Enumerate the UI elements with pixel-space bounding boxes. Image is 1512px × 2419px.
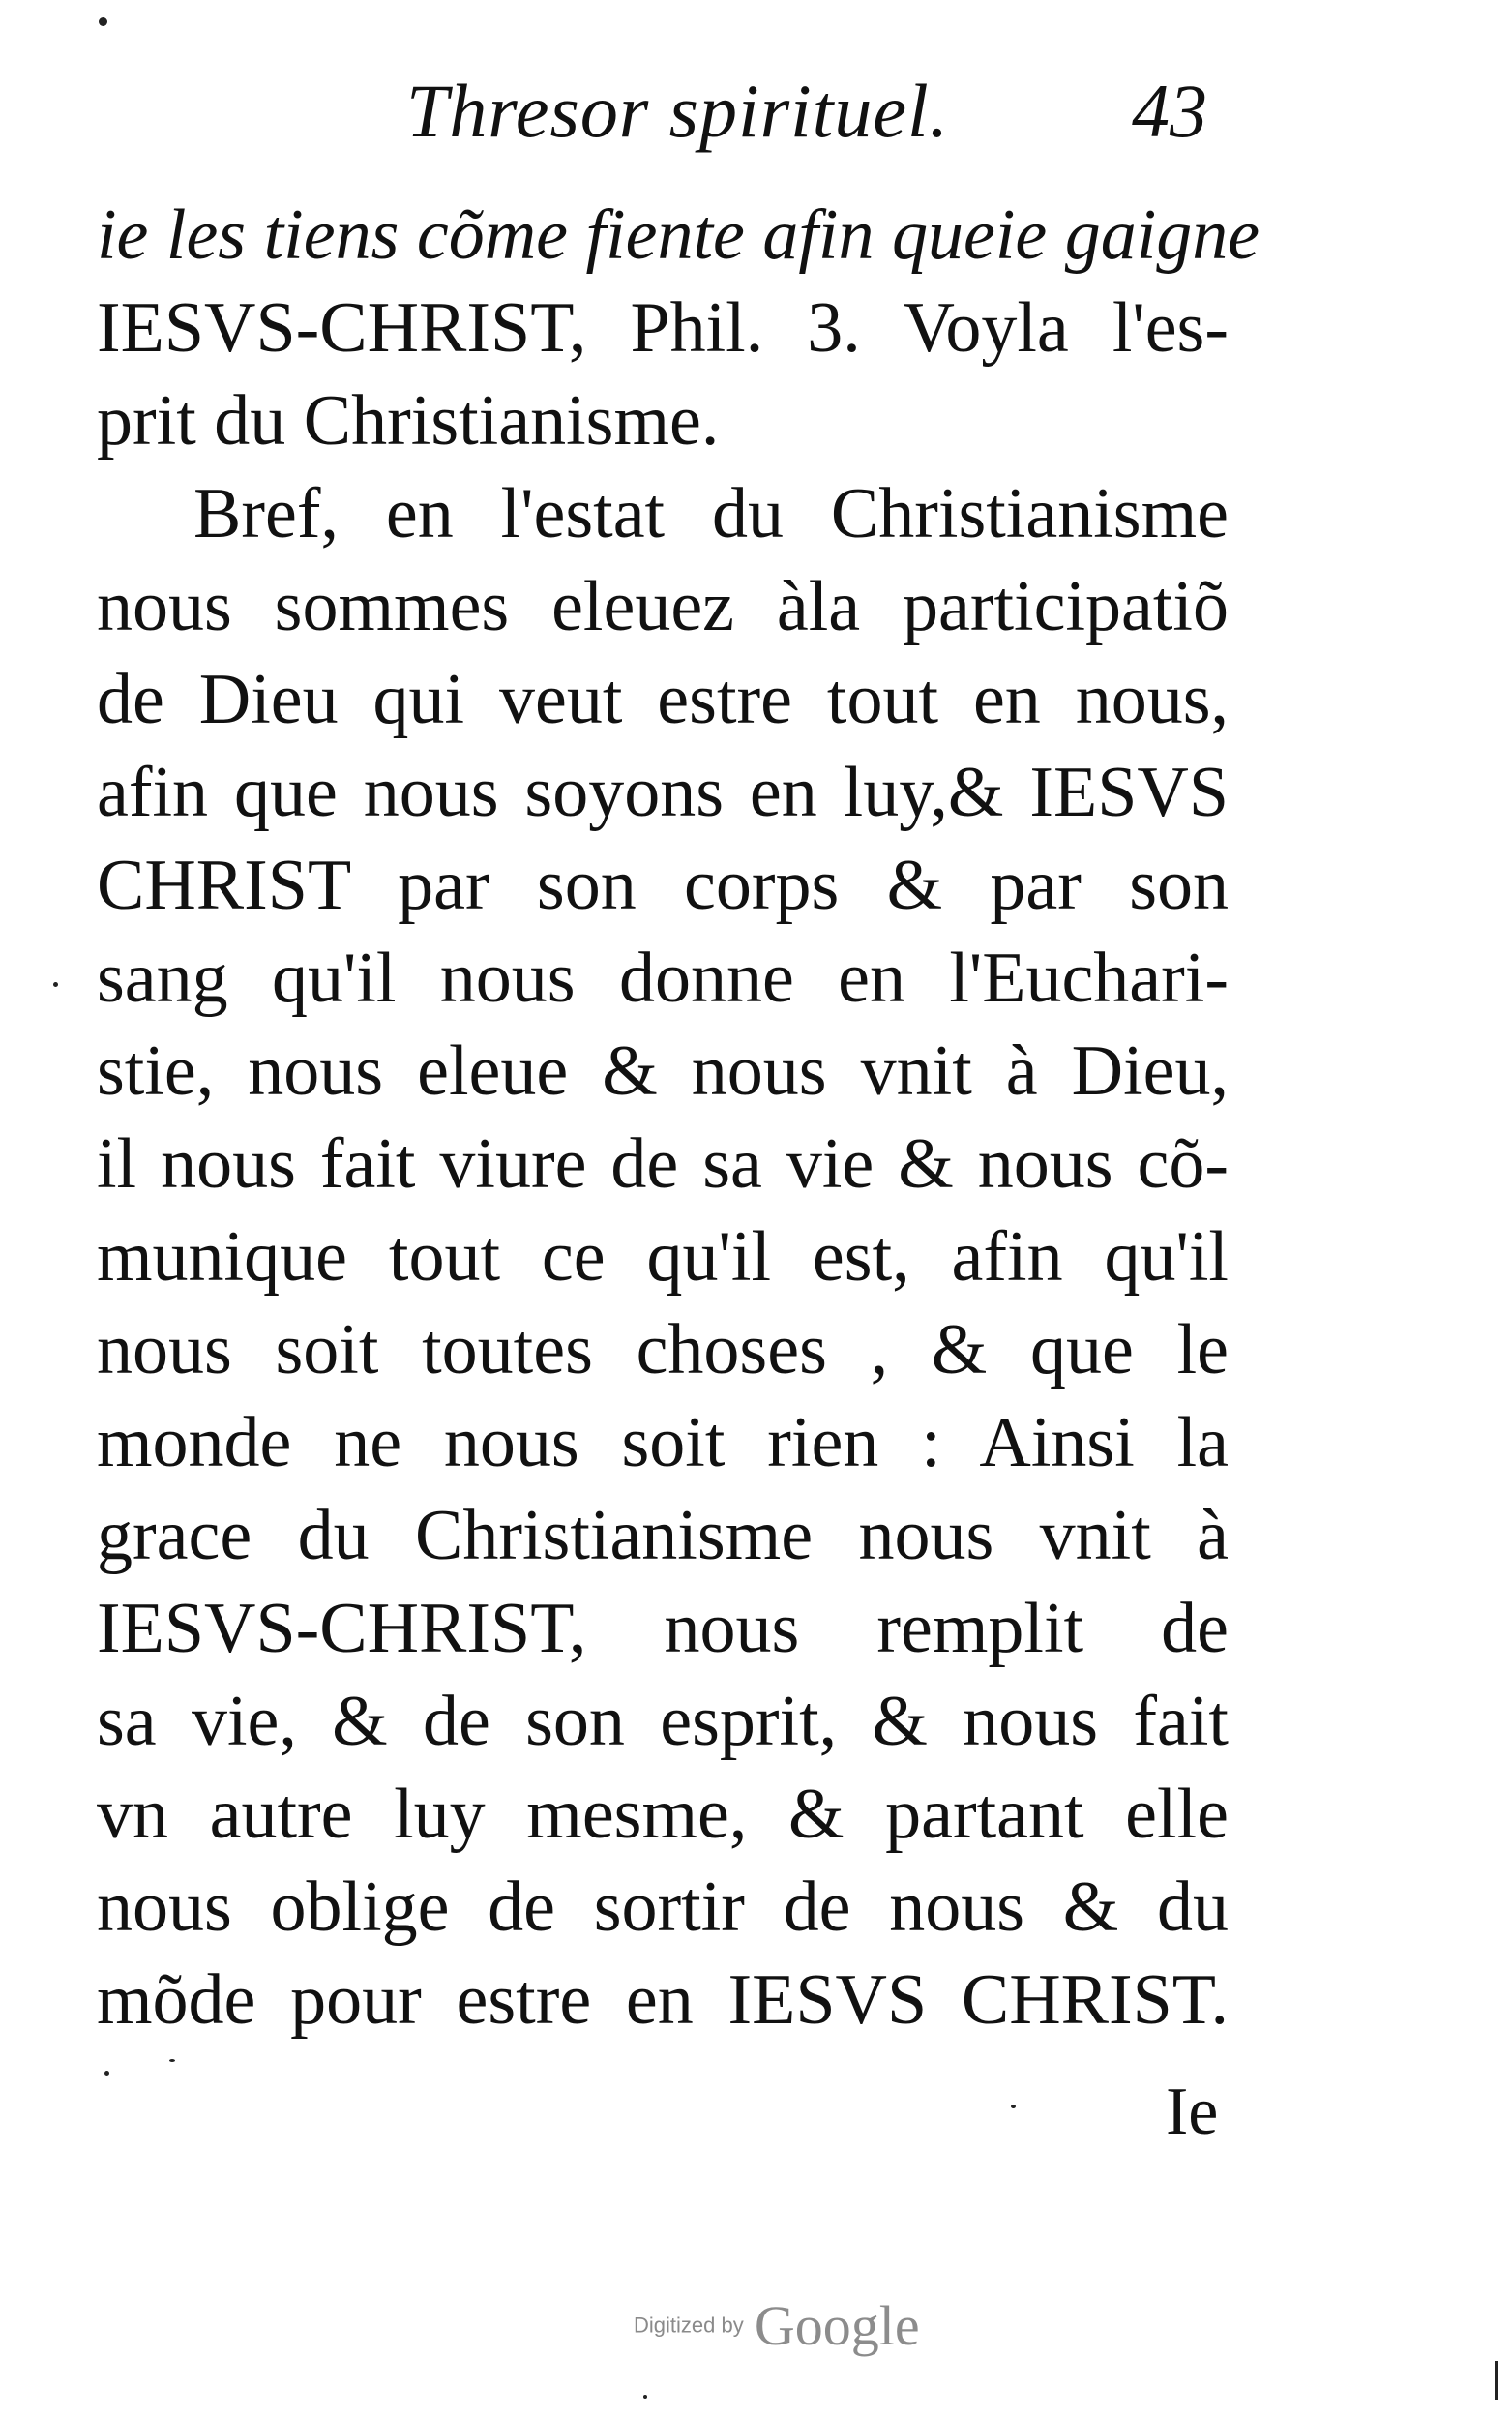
ink-speck [1495, 2361, 1498, 2400]
catchword: Ie [1166, 2075, 1219, 2149]
text-line: munique tout ce qu'il est, afin qu'il [97, 1217, 1229, 1297]
text-line: sang qu'il nous donne en l'Euchari- [97, 939, 1229, 1018]
text-line: Bref, en l'estat du Christianisme [193, 474, 1229, 553]
text-line: IESVS-CHRIST, nous remplit de [97, 1589, 1229, 1668]
text-line: sa vie, & de son esprit, & nous fait [97, 1682, 1229, 1761]
text-line: afin que nous soyons en luy,& IESVS [97, 753, 1229, 832]
text-line: CHRIST par son corps & par son [97, 846, 1229, 925]
digitized-by-label: Digitized by [634, 2313, 744, 2338]
text-line: mõde pour estre en IESVS CHRIST. [97, 1960, 1229, 2040]
page-number: 43 [1132, 69, 1207, 153]
body-text [97, 189, 1260, 2046]
text-line: nous sommes eleuez àla participatiõ [97, 567, 1229, 646]
ink-speck [1011, 2105, 1016, 2108]
ink-speck [99, 17, 107, 26]
text-line: ie les tiens cõme fiente afin queie gaigne [97, 195, 1260, 275]
text-line: IESVS-CHRIST, Phil. 3. Voyla l'es- [97, 288, 1229, 368]
ink-speck [169, 2059, 175, 2062]
text-line: grace du Christianisme nous vnit à [97, 1496, 1229, 1575]
text-line: stie, nous eleue & nous vnit à Dieu, [97, 1031, 1229, 1111]
text-line: nous soit toutes choses , & que le [97, 1310, 1229, 1389]
text-line: il nous fait viure de sa vie & nous cõ- [97, 1124, 1229, 1204]
ink-speck [53, 982, 58, 987]
text-line: prit du Christianisme. [97, 381, 720, 461]
text-line: nous oblige de sortir de nous & du [97, 1867, 1229, 1947]
running-title: Thresor spirituel. [406, 69, 950, 153]
ink-speck [104, 2071, 109, 2076]
digitization-watermark [634, 2293, 920, 2358]
text-line: vn autre luy mesme, & partant elle [97, 1775, 1229, 1854]
text-line: monde ne nous soit rien : Ainsi la [97, 1403, 1229, 1482]
page-header [0, 58, 1512, 164]
ink-speck [643, 2395, 647, 2399]
google-logo: Google [754, 2294, 920, 2357]
text-line: de Dieu qui veut estre tout en nous, [97, 660, 1229, 739]
